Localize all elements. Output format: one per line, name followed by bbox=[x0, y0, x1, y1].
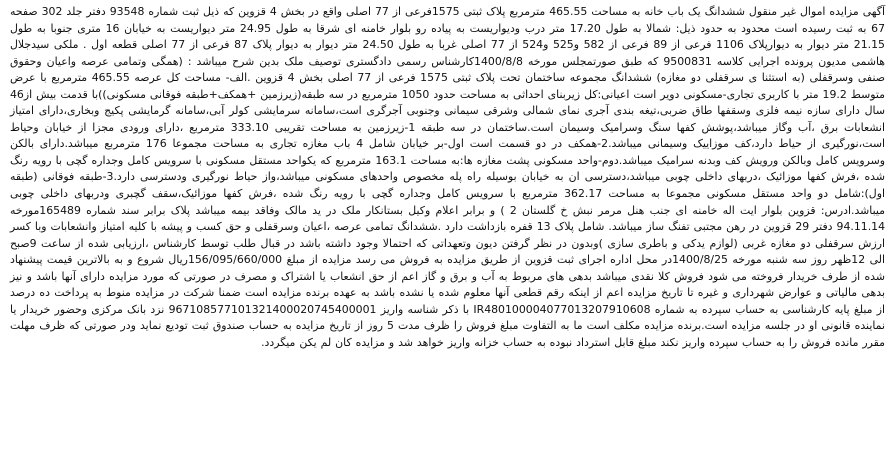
auction-notice-text: آگهی مزایده اموال غیر منقول ششدانگ یک باب خانه به مساحت 465.55 مترمربع پلاک ثبتی 1575فرعی از 77 اصلی واقع در بخش 4 قزوین که ذیل ثبت شماره 93548 دفتر جلد 302 صفحه 67 به ثبت رسیده است محدود به حدود ذیل: شمالا به طول 17.20 متر درب ودیواریست به پیاده رو بلوار خامنه ای شرقا به طول 24.95 متر دیواریست به خیابان 16 متری جنوبا به طول 21.15 متر دیوار به دیوارپلاک 1106 فرعی از 89 فرعی از 582 و525 و524 از 77 اصلی غربا به طول 24.50 متر دیوار به دیوار پلاک 87 فرعی از 77 اصلی قطعه اول . ملکی سیدجلال هاشمی مدیون پرونده اجرایی کلاسه 9500831 که طبق صورتمجلس مورخه 1400/8/8کارشناس رسمی دادگستری توصیف ملک بدین شرح میباشد : (همگی وتمامی عرصه واعیان وحقوق صنفی وسرقفلی (به استثنا ی سرقفلی دو مغازه) ششدانگ مجموعه ساختمان تحت پلاک ثبتی 1575 فرعی از 77 اصلی بخش 4 قزوین .الف- مساحت کل عرصه 465.55 مترمربع با عرض متوسط 19.2 متر با کاربری تجاری-مسکونی دویر است اعیانی:کل زیربنای احداثی به مساحت حدود 1050 مترمربع در سه طبقه(زیرزمین +همکف+طبقه فوقانی مسکونی))با قدمت بیش از46 سال دارای سازه نیمه فلزی وسقفها طاق ضربی،تیغه بندی آجری نمای شمالی وشرقی سیمانی وجنوبی آجرگری است،سامانه سرمایشی کولر آبی،سامانه گرمایشی پکیج وبخاری،دارای امتیاز انشعابات برق ،آب وگاز میباشد،پوشش کفها سنگ وسرامیک وسیمان است.ساختمان در سه طبقه 1-زیرزمین به مساحت تقریبی 333.10 مترمربع ،دارای ورودی مجزا از خیابان وحیاط است،نورگیری از حیاط دارد،کف موزاییک وسیمانی میباشد.2-همکف در دو قسمت است اول-بر خیابان شامل 4 باب مغازه تجاری به مساحت مجموعا 176 مترمربع میباشد.دارای بالکن وسرویس کامل وبالکن ورویش کف وبدنه سرامیک میباشد.دوم-واحد مسکونی پشت مغازه ها:به مساحت 163.1 مترمربع که یکواحد مستقل مسکونی با سرویس کامل وجداره گچی با رویه رنگ شده ،فرش کفها موزائیک ،دربهای داخلی چوبی میباشد،دسترسی ان به خیابان بوسیله راه پله مخصوص واحدهای مسکونی میباشد،واز حیاط نورگیری ودسترسی دارد.3-طبقه فوقانی (طبقه اول):شامل دو واحد مستقل مسکونی مجموعا به مساحت 362.17 مترمربع با سرویس کامل وجداره گچی با رویه رنگ شده ،فرش کفها موزائیک،سقف گچبری ودربهای داخلی چوبی میباشد.ادرس: قزوین بلوار ایت اله خامنه ای جنب هنل مرمر نبش خ گلستان 2 ) و برابر اعلام وکیل بستانکار ملک در ید مالک وفاقد بیمه میباشد پلاک برابر سند شماره 165489مورخه 94.11.14 دفتر 29 قزوین در رهن مجتبی تفنگ ساز میباشد. شامل پلاک 13 قفره بازداشت دارد .ششدانگ تمامی عرصه ،اعیان وسرقفلی و حق کسب و پیشه با کلیه امتیاز وانشعابات وبا کسر ارزش سرقفلی دو مغازه غربی (لوازم یدکی و باطری سازی )وبدون در نظر گرفتن دیون وتعهداتی که احتمالا وجود داشته باشد در قبال طلب توسط کارشناس ،ارزیابی شده از ساعت 9صبح الی 12ظهر روز سه شنبه مورخه 1400/8/25در محل اداره اجرای ثبت قزوین از طریق مزایده به فروش می رسد مزایده از مبلغ 156/095/660/000ریال شروع و به بالاترین قیمت پیشنهاد شده از طرف خریدار فروخته می شود فروش کلا نقدی میباشد بدهی های مربوط به آب و برق و گاز اعم از حق انشعاب یا اشتراک و مصرف در صورتی که مورد مزایده دارای آنها باشد و نیز بدهی مالیاتی و عوارض شهرداری و غیره تا تاریخ مزایده اعم از اینکه رقم قطعی آنها معلوم شده یا نشده باشد به عهده برنده مزایده است ضمنا شرکت در مزایده منوط به پرداخت ده درصد از مبلغ پایه کارشناسی به حساب سپرده به شماره IR480100004077013207910608 با ذکر شناسه واریز 967108577101321400020745400001 نزد بانک مرکزی وحضور خریدار یا نماینده قانونی او در جلسه مزایده است.برنده مزایده مکلف است ما به التفاوت مبلغ فروش را ظرف مدت 5 روز از تاریخ مزایده به حساب صندوق ثبت تودیع نماید ودر صورتی که ظرف مهلت مقرر مانده فروش را به حساب سپرده واریز نکند مبلغ قابل استرداد نبوده به حساب خزانه واریز خواهد شد و مزایده کان لم یکن میگردد. bbox=[10, 5, 886, 349]
